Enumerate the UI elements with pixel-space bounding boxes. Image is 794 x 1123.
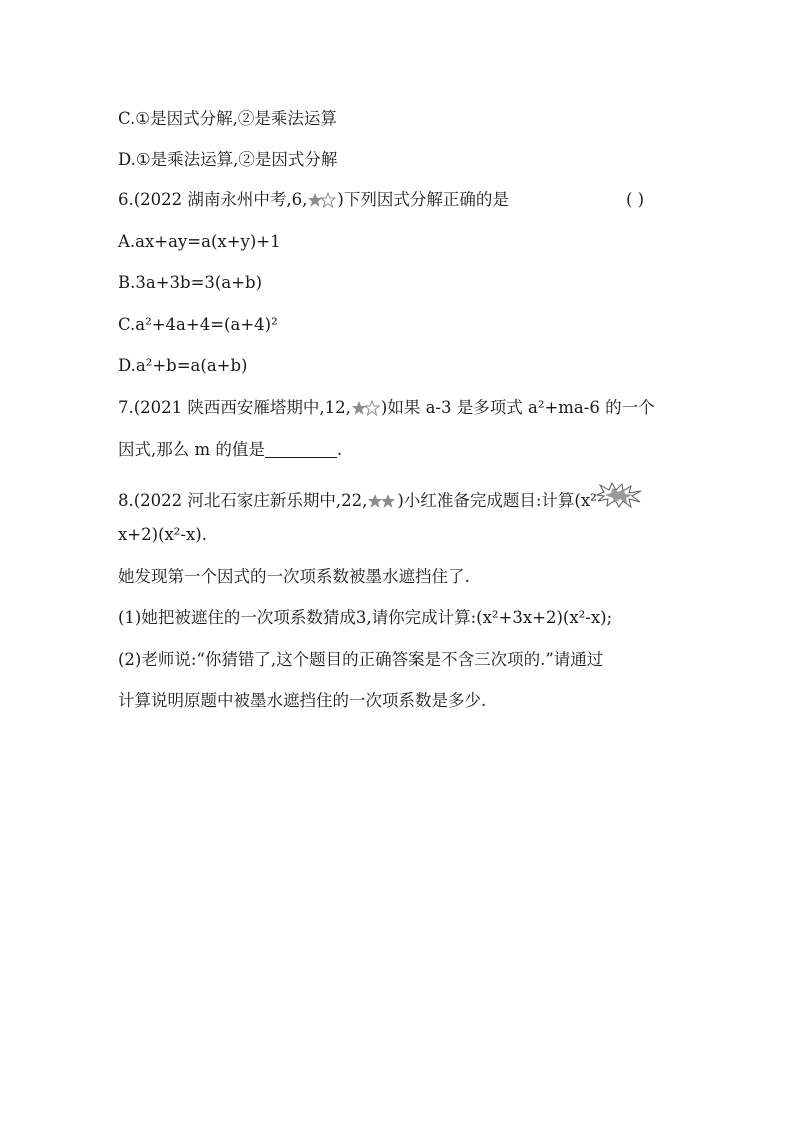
q5-option-c-text: C.①是因式分解,②是乘法运算 — [118, 109, 337, 128]
q8-line2 — [118, 523, 207, 547]
q8-part2-line1 — [118, 648, 603, 672]
q7-question-text: )如果 a-3 是多项式 a²+ma-6 的一个 — [380, 398, 655, 417]
q6-option-a — [118, 230, 281, 254]
q6-option-b — [118, 271, 262, 295]
q6-option-c-text: C.a²+4a+4=(a+4)² — [118, 315, 278, 334]
q6-source: 6.(2022 湖南永州中考,6, — [118, 190, 308, 209]
q6-question-text: )下列因式分解正确的是 — [337, 190, 509, 209]
q8-question-text: )小红准备完成题目:计算(x² — [397, 491, 597, 510]
q8-line2-text: x+2)(x²-x). — [118, 525, 207, 544]
q6-option-a-text: A.ax+ay=a(x+y)+1 — [118, 232, 281, 251]
q5-option-d — [118, 148, 337, 172]
q7-line2-text: 因式,那么 m 的值是 — [118, 440, 265, 459]
q7-end: . — [336, 440, 343, 459]
q5-option-d-text: D.①是乘法运算,②是因式分解 — [118, 150, 338, 169]
q8-line3 — [118, 565, 470, 589]
star-icon — [367, 493, 397, 509]
q7-source: 7.(2021 陕西西安雁塔期中,12, — [118, 398, 351, 417]
q7-stem — [118, 396, 655, 420]
q6-stem — [118, 188, 509, 212]
q8-stem — [118, 482, 643, 513]
q6-option-b-text: B.3a+3b=3(a+b) — [118, 273, 263, 292]
q8-source: 8.(2022 河北石家庄新乐期中,22, — [118, 491, 368, 510]
q8-part2-line2 — [118, 689, 486, 713]
q6-option-d — [118, 354, 248, 378]
q6-option-d-text: D.a²+b=a(a+b) — [118, 356, 248, 375]
q7-line2 — [118, 438, 342, 462]
ink-blot-icon — [595, 482, 643, 508]
q8-part1-text: (1)她把被遮住的一次项系数猜成3,请你完成计算:(x²+3x+2)(x²-x); — [118, 608, 613, 627]
q7-answer-blank[interactable] — [265, 439, 337, 458]
q6-answer-paren: ( ) — [626, 190, 645, 209]
q8-part1 — [118, 606, 612, 630]
star-icon — [307, 192, 337, 208]
q6-option-c — [118, 313, 278, 337]
star-icon — [351, 400, 381, 416]
q8-part2-line1-text: (2)老师说:“你猜错了,这个题目的正确答案是不含三次项的.”请通过 — [118, 650, 604, 669]
q8-part2-line2-text: 计算说明原题中被墨水遮挡住的一次项系数是多少. — [118, 691, 487, 710]
q5-option-c — [118, 107, 337, 131]
q8-line3-text: 她发现第一个因式的一次项系数被墨水遮挡住了. — [118, 567, 470, 586]
